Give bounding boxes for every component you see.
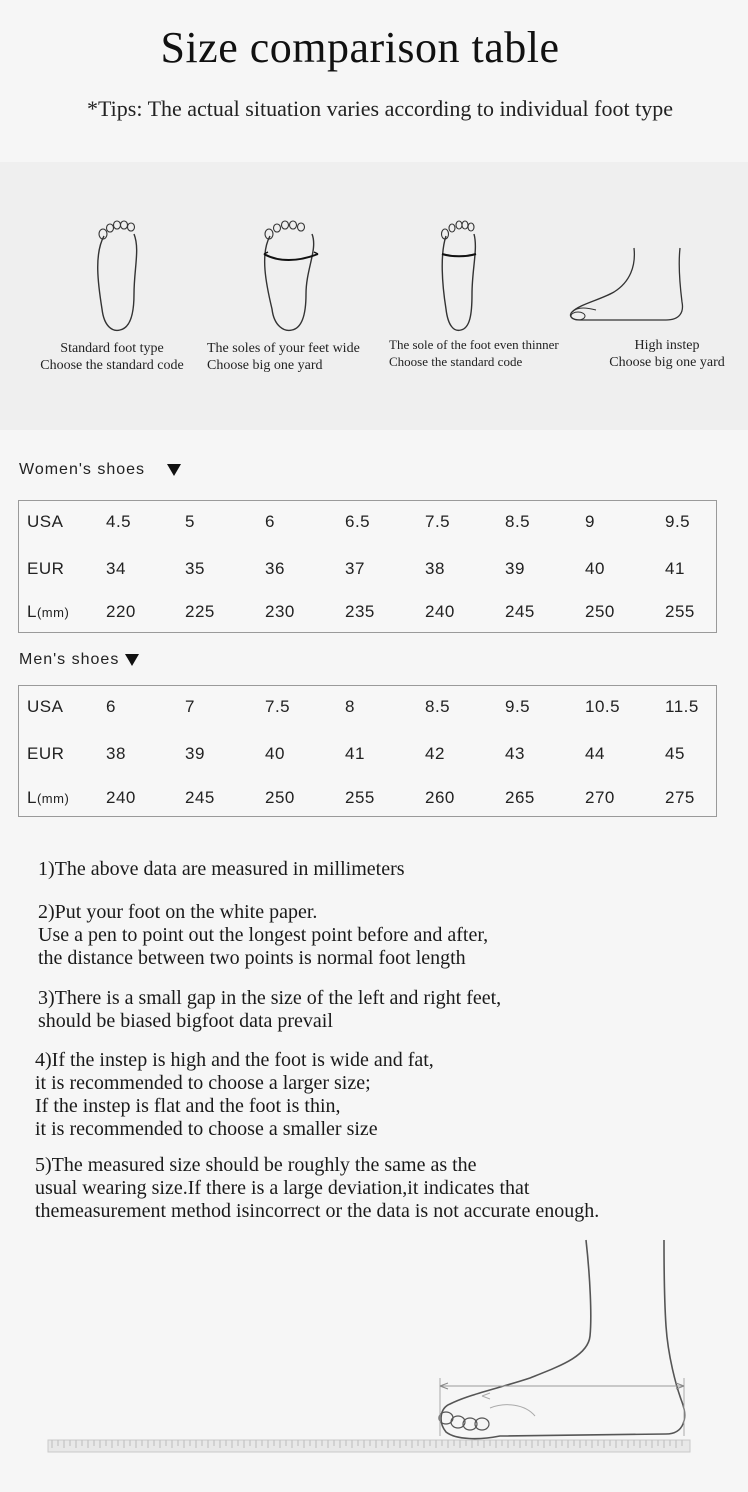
high-instep-foot-icon [566, 246, 690, 326]
table-cell: 245 [185, 788, 215, 807]
table-cell: 38 [425, 559, 445, 578]
table-cell: 7.5 [425, 512, 451, 531]
note-4: 4)If the instep is high and the foot is wide and fat, it is recommended to choose a larger size; If the instep is flat and the foot is thin, it is recommended to choose a smaller size [35, 1049, 434, 1140]
table-cell: 35 [185, 559, 205, 578]
arrow-down-icon [125, 654, 139, 666]
table-cell: 34 [106, 559, 126, 578]
table-cell: 39 [185, 744, 205, 763]
page-title: Size comparison table [160, 23, 560, 72]
table-cell: 240 [106, 788, 136, 807]
men-section-title: Men's shoes [19, 651, 139, 669]
table-cell: 45 [665, 744, 685, 763]
table-cell: 38 [106, 744, 126, 763]
foot-type-label: The soles of your feet wide Choose big one yard [207, 341, 360, 373]
note-1: 1)The above data are measured in millimeters [38, 858, 405, 880]
tips-text: *Tips: The actual situation varies according to individual foot type [87, 96, 673, 121]
table-cell: 42 [425, 744, 445, 763]
table-cell: 6.5 [345, 512, 371, 531]
women-size-table [18, 500, 717, 633]
thin-foot-icon [434, 214, 486, 334]
table-cell: 270 [585, 788, 615, 807]
table-cell: 250 [265, 788, 295, 807]
note-2: 2)Put your foot on the white paper. Use a pen to point out the longest point before and after, the distance between two points is normal foot length [38, 901, 489, 969]
row-label: EUR [27, 559, 65, 578]
arrow-down-icon [167, 464, 181, 476]
table-cell: 255 [345, 788, 375, 807]
row-label: USA [27, 697, 64, 716]
foot-type-panel [0, 162, 748, 430]
table-cell: 41 [345, 744, 365, 763]
foot-type-label: High instep Choose big one yard [609, 338, 725, 370]
table-cell: 44 [585, 744, 605, 763]
standard-foot-icon [90, 214, 146, 334]
table-cell: 7.5 [265, 697, 291, 716]
table-cell: 240 [425, 602, 455, 621]
table-cell: 9.5 [505, 697, 531, 716]
men-size-table [18, 685, 717, 817]
table-cell: 7 [185, 697, 195, 716]
row-label: L(mm) [27, 602, 70, 621]
table-cell: 40 [585, 559, 605, 578]
wide-foot-icon [258, 214, 324, 334]
women-section-title: Women's shoes [19, 461, 181, 479]
foot-measurement-icon [0, 1236, 748, 1487]
row-label: L(mm) [27, 788, 70, 807]
table-cell: 5 [185, 512, 195, 531]
table-cell: 41 [665, 559, 685, 578]
table-cell: 260 [425, 788, 455, 807]
table-cell: 10.5 [585, 697, 621, 716]
row-label: USA [27, 512, 64, 531]
table-cell: 265 [505, 788, 535, 807]
table-cell: 4.5 [106, 512, 132, 531]
table-cell: 8.5 [425, 697, 451, 716]
foot-type-label: The sole of the foot even thinner Choose the standard code [389, 337, 559, 369]
table-cell: 43 [505, 744, 525, 763]
table-cell: 6 [265, 512, 275, 531]
row-label: EUR [27, 744, 65, 763]
table-cell: 245 [505, 602, 535, 621]
table-cell: 235 [345, 602, 375, 621]
table-cell: 275 [665, 788, 695, 807]
table-cell: 230 [265, 602, 295, 621]
table-cell: 220 [106, 602, 136, 621]
foot-type-label: Standard foot type Choose the standard code [40, 341, 184, 373]
note-3: 3)There is a small gap in the size of the left and right feet, should be biased bigfoot data prevail [38, 987, 502, 1032]
table-cell: 8 [345, 697, 355, 716]
table-cell: 9.5 [665, 512, 691, 531]
table-cell: 250 [585, 602, 615, 621]
table-cell: 6 [106, 697, 116, 716]
table-cell: 11.5 [665, 697, 699, 716]
table-cell: 40 [265, 744, 285, 763]
table-cell: 36 [265, 559, 285, 578]
table-cell: 9 [585, 512, 595, 531]
table-cell: 225 [185, 602, 215, 621]
table-cell: 37 [345, 559, 365, 578]
note-5: 5)The measured size should be roughly the same as the usual wearing size.If there is a large deviation,it indicates that themeasurement method isincorrect or the data is not accurate enough. [35, 1154, 600, 1222]
table-cell: 255 [665, 602, 695, 621]
table-cell: 39 [505, 559, 525, 578]
table-cell: 8.5 [505, 512, 531, 531]
